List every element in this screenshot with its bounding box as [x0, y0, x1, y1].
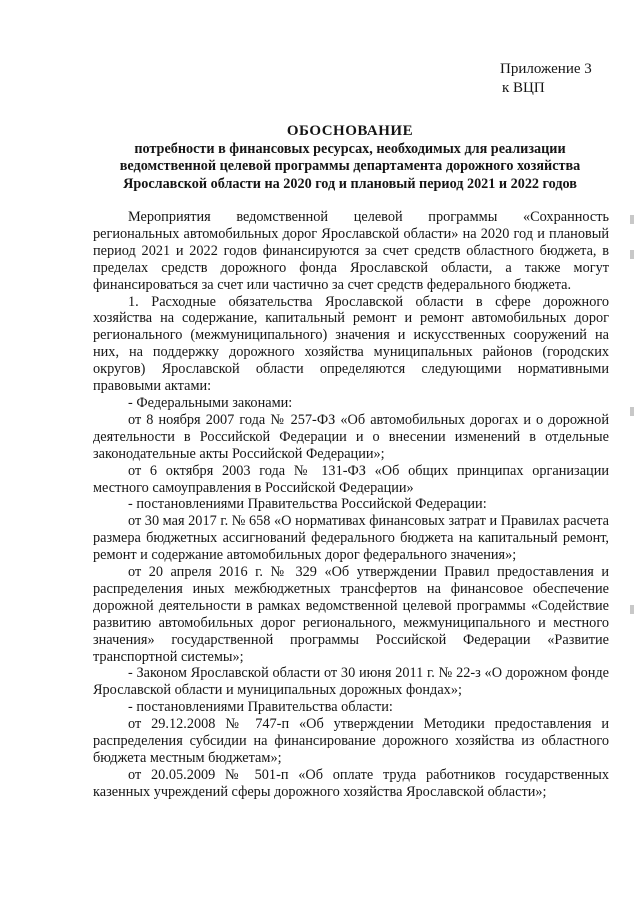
document-title — [85, 123, 615, 193]
paragraph-regional-law-22z: - Законом Ярославской области от 30 июня 2011 г. № 22-з «О дорожном фонде Ярославской области и муниципальных дорожных фондах»; — [93, 665, 609, 699]
title-main: ОБОСНОВАНИЕ — [286, 123, 414, 139]
paragraph-obligations: 1. Расходные обязательства Ярославской области в сфере дорожного хозяйства на содержание, капитальный ремонт и ремонт автомобильных дорог регионального (межмуниципального) значения и искусственных сооружений на них, на поддержку дорожного хозяйства муниципальных районов (городских округов) Ярославской области определяются следующими нормативными правовыми актами: — [93, 293, 609, 395]
paragraph-intro: Мероприятия ведомственной целевой программы «Сохранность региональных автомобильных дорог Ярославской области» на 2020 год и плановый период 2021 и 2022 годов финансируются за счет средств областного бюджета, в пределах средств дорожного фонда Ярославской области, а также могут финансироваться за счет или частично за счет средств федерального бюджета. — [93, 209, 609, 293]
scan-edge-mark — [630, 605, 634, 614]
scan-edge-mark — [630, 407, 634, 416]
paragraph-law-131fz: от 6 октября 2003 года № 131-ФЗ «Об общих принципах организации местного самоуправления в Российской Федерации» — [93, 462, 609, 496]
document-body — [93, 209, 609, 801]
appendix-line-2: к ВЦП — [502, 80, 545, 96]
paragraph-rf-government-heading: - постановлениями Правительства Российской Федерации: — [128, 496, 487, 513]
paragraph-regional-government-heading: - постановлениями Правительства области: — [128, 699, 393, 716]
title-subtitle-line-1: потребности в финансовых ресурсах, необходимых для реализации — [134, 140, 566, 157]
paragraph-decree-658: от 30 мая 2017 г. № 658 «О нормативах финансовых затрат и Правилах расчета размера бюджетных ассигнований федерального бюджета на капитальный ремонт, ремонт и содержание автомобильных дорог федерального значения»; — [93, 513, 609, 564]
scan-edge-mark — [630, 215, 634, 224]
scan-edge-mark — [630, 250, 634, 259]
paragraph-federal-laws-heading: - Федеральными законами: — [128, 394, 293, 411]
title-subtitle-line-3: Ярославской области на 2020 год и плановый период 2021 и 2022 годов — [123, 175, 577, 192]
appendix-label — [500, 60, 592, 98]
paragraph-decree-329: от 20 апреля 2016 г. № 329 «Об утверждении Правил предоставления и распределения иных межбюджетных трансфертов на финансовое обеспечение дорожной деятельности в рамках ведомственной целевой программы «Содействие развитию автомобильных дорог регионального, межмуниципального и местного значения» государственной программы Российской Федерации «Развитие транспортной системы»; — [93, 564, 609, 665]
paragraph-decree-501p: от 20.05.2009 № 501-п «Об оплате труда работников государственных казенных учреждений сферы дорожного хозяйства Ярославской области»; — [93, 766, 609, 800]
paragraph-decree-747p: от 29.12.2008 № 747-п «Об утверждении Методики предоставления и распределения субсидии на финансирование дорожного хозяйства из областного бюджета местным бюджетам»; — [93, 716, 609, 766]
paragraph-law-257fz: от 8 ноября 2007 года № 257-ФЗ «Об автомобильных дорогах и о дорожной деятельности в Российской Федерации и о внесении изменений в отдельные законодательные акты Российской Федерации»; — [93, 411, 609, 462]
title-subtitle-line-2: ведомственной целевой программы департамента дорожного хозяйства — [119, 158, 581, 175]
appendix-line-1: Приложение 3 — [500, 61, 592, 77]
